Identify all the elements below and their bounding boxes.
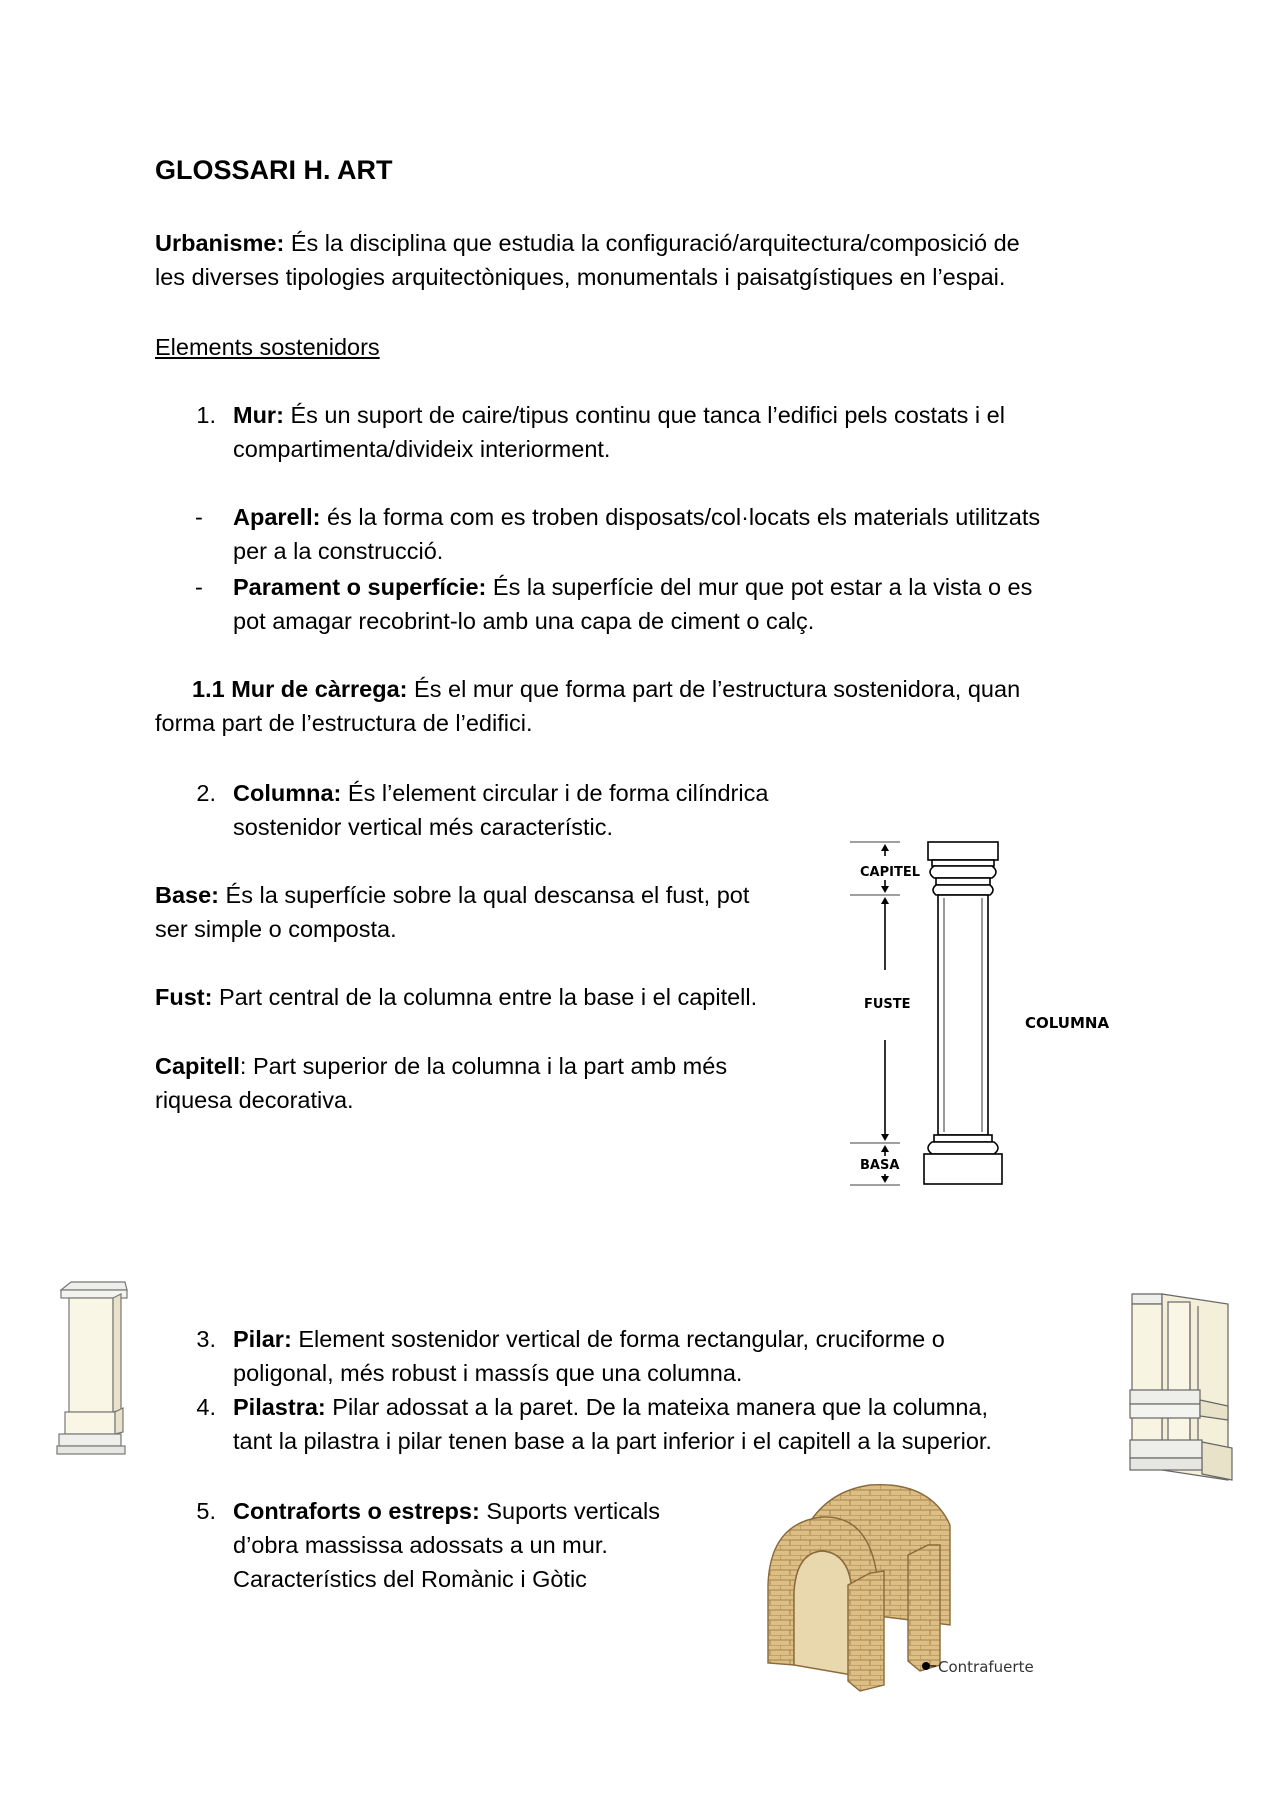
contraforts-item — [196, 1494, 753, 1596]
aparell-term: Aparell: — [233, 504, 321, 530]
pilastra-item — [196, 1390, 1133, 1458]
columna-number: 2. — [196, 780, 216, 806]
contraforts-text-3: Característics del Romànic i Gòtic — [233, 1566, 587, 1592]
parament-text-2: pot amagar recobrint-lo amb una capa de ciment o calç. — [233, 608, 815, 634]
pilastra-term: Pilastra: — [233, 1394, 326, 1420]
parament-bullet: - — [195, 574, 203, 600]
buttress-1 — [848, 1571, 884, 1691]
mur-carrega-item — [155, 672, 1155, 740]
pilaster-illustration — [1128, 1290, 1238, 1490]
pilar-text-1: Element sostenidor vertical de forma rectangular, cruciforme o — [298, 1326, 945, 1352]
label-columna: COLUMNA — [1025, 1014, 1110, 1032]
mur-text-1: És un suport de caire/tipus continu que tanca l’edifici pels costats i el — [290, 402, 1005, 428]
mur-carrega-text-2: forma part de l’estructura de l’edifici. — [155, 710, 533, 736]
label-fuste: FUSTE — [864, 997, 911, 1012]
columna-text-2: sostenidor vertical més característic. — [233, 814, 614, 840]
page-title: GLOSSARI H. ART — [155, 155, 393, 185]
pillar-illustration — [55, 1280, 135, 1460]
contraforts-term: Contraforts o estreps: — [233, 1498, 480, 1524]
pilastra-number: 4. — [196, 1394, 216, 1420]
urbanisme-text-2: les diverses tipologies arquitectòniques, monumentals i paisatgístiques en l’espai. — [155, 264, 1006, 290]
section-heading: Elements sostenidors — [155, 334, 380, 360]
fust-text-1: Part central de la columna entre la base i el capitell. — [218, 984, 758, 1010]
columna-item — [196, 776, 833, 844]
contrafuerte-illustration — [760, 1475, 1060, 1695]
contraforts-text-1: Suports verticals — [486, 1498, 661, 1524]
contraforts-number: 5. — [196, 1498, 216, 1524]
pilar-number: 3. — [196, 1326, 216, 1352]
base-text-1: És la superfície sobre la qual descansa el fust, pot — [225, 882, 750, 908]
base-text-2: ser simple o composta. — [155, 916, 397, 942]
buttress-2 — [908, 1545, 940, 1671]
pilastra-text-1: Pilar adossat a la paret. De la mateixa manera que la columna, — [332, 1394, 989, 1420]
base-definition — [155, 878, 835, 946]
columna-term: Columna: — [233, 780, 342, 806]
parament-text-1: És la superfície del mur que pot estar a la vista o es — [492, 574, 1033, 600]
column-plinth — [924, 1154, 1002, 1184]
mur-item — [196, 398, 1133, 466]
capital-abacus — [928, 842, 998, 860]
parament-item — [195, 570, 1133, 638]
pilar-item — [196, 1322, 1133, 1390]
aparell-text-1: és la forma com es troben disposats/col·locats els materials utilitzats — [327, 504, 1041, 530]
mur-number: 1. — [196, 402, 216, 428]
urbanisme-definition — [155, 226, 1155, 294]
aparell-item — [195, 500, 1133, 568]
urbanisme-term: Urbanisme: — [155, 230, 285, 256]
pilastra-text-2: tant la pilastra i pilar tenen base a la part inferior i el capitell a la superior. — [233, 1428, 992, 1454]
capitell-text-1: : Part superior de la columna i la part amb més — [239, 1053, 728, 1079]
capitell-term: Capitell — [155, 1053, 240, 1079]
label-capitel: CAPITEL — [860, 865, 920, 880]
capitell-definition — [155, 1049, 835, 1117]
aparell-bullet: - — [195, 504, 203, 530]
mur-carrega-text-1: És el mur que forma part de l’estructura sostenidora, quan — [414, 676, 1021, 702]
label-basa: BASA — [860, 1158, 900, 1173]
column-shaft — [938, 895, 988, 1135]
contraforts-text-2: d’obra massissa adossats a un mur. — [233, 1532, 608, 1558]
pilar-text-2: poligonal, més robust i massís que una columna. — [233, 1360, 743, 1386]
aparell-text-2: per a la construcció. — [233, 538, 444, 564]
urbanisme-text-1: És la disciplina que estudia la configuració/arquitectura/composició de — [290, 230, 1020, 256]
capitell-text-2: riquesa decorativa. — [155, 1087, 354, 1113]
parament-term: Parament o superfície: — [233, 574, 487, 600]
base-term: Base: — [155, 882, 220, 908]
column-diagram — [840, 830, 1140, 1190]
columna-text-1: És l’element circular i de forma cilíndrica — [347, 780, 769, 806]
pilar-term: Pilar: — [233, 1326, 292, 1352]
fust-term: Fust: — [155, 984, 213, 1010]
contrafuerte-label: Contrafuerte — [938, 1658, 1034, 1676]
mur-text-2: compartimenta/divideix interiorment. — [233, 436, 611, 462]
mur-term: Mur: — [233, 402, 284, 428]
mur-carrega-term: 1.1 Mur de càrrega: — [192, 676, 408, 702]
fust-definition — [155, 980, 845, 1014]
